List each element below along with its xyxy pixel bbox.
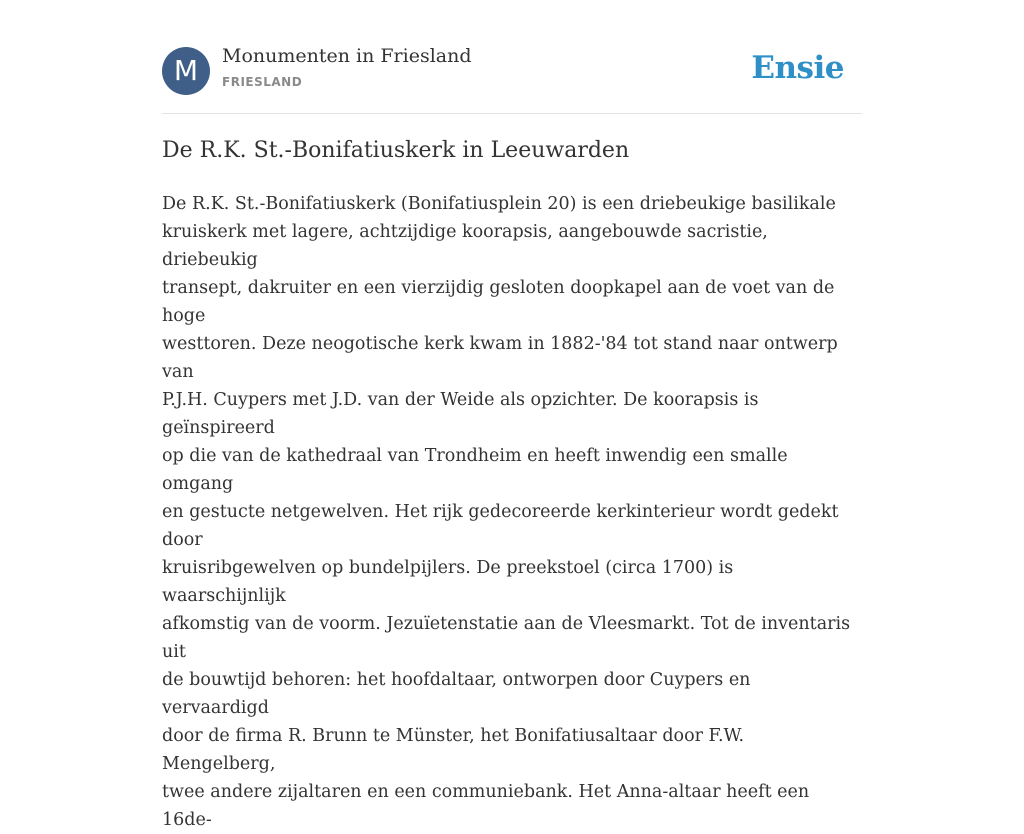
channel-subtitle: FRIESLAND	[222, 75, 303, 89]
channel-name-link[interactable]: Monumenten in Friesland	[222, 45, 472, 67]
article-line: en gestucte netgewelven. Het rijk gedecoreerde kerkinterieur wordt gedekt door	[162, 502, 839, 550]
header	[162, 0, 862, 114]
article-line: kruisribgewelven op bundelpijlers. De preekstoel (circa 1700) is waarschijnlijk	[162, 558, 734, 606]
article-line: de bouwtijd behoren: het hoofdaltaar, ontworpen door Cuypers en vervaardigd	[162, 670, 751, 718]
brand-logo[interactable]: Ensie	[751, 50, 844, 86]
article-line: afkomstig van de voorm. Jezuïetenstatie aan de Vleesmarkt. Tot de inventaris uit	[162, 614, 851, 662]
article-line: door de firma R. Brunn te Münster, het Bonifatiusaltaar door F.W. Mengelberg,	[162, 726, 745, 774]
article-line: P.J.H. Cuypers met J.D. van der Weide als opzichter. De koorapsis is geïnspireerd	[162, 390, 759, 438]
article-line: transept, dakruiter en een vierzijdig gesloten doopkapel aan de voet van de hoge	[162, 278, 835, 326]
article-line: kruiskerk met lagere, achtzijdige koorapsis, aangebouwde sacristie, driebeukig	[162, 222, 768, 270]
avatar[interactable]: M	[162, 47, 210, 95]
article-line: De R.K. St.-Bonifatiuskerk (Bonifatiusplein 20) is een driebeukige basilikale	[162, 194, 836, 214]
article-body	[162, 190, 862, 834]
page-title: De R.K. St.-Bonifatiuskerk in Leeuwarden	[162, 138, 630, 163]
article-line: op die van de kathedraal van Trondheim en heeft inwendig een smalle omgang	[162, 446, 788, 494]
article-line: twee andere zijaltaren en een communiebank. Het Anna-altaar heeft een 16de-	[162, 782, 810, 830]
article-line: westtoren. Deze neogotische kerk kwam in 1882-'84 tot stand naar ontwerp van	[162, 334, 838, 382]
content-container	[162, 0, 862, 830]
